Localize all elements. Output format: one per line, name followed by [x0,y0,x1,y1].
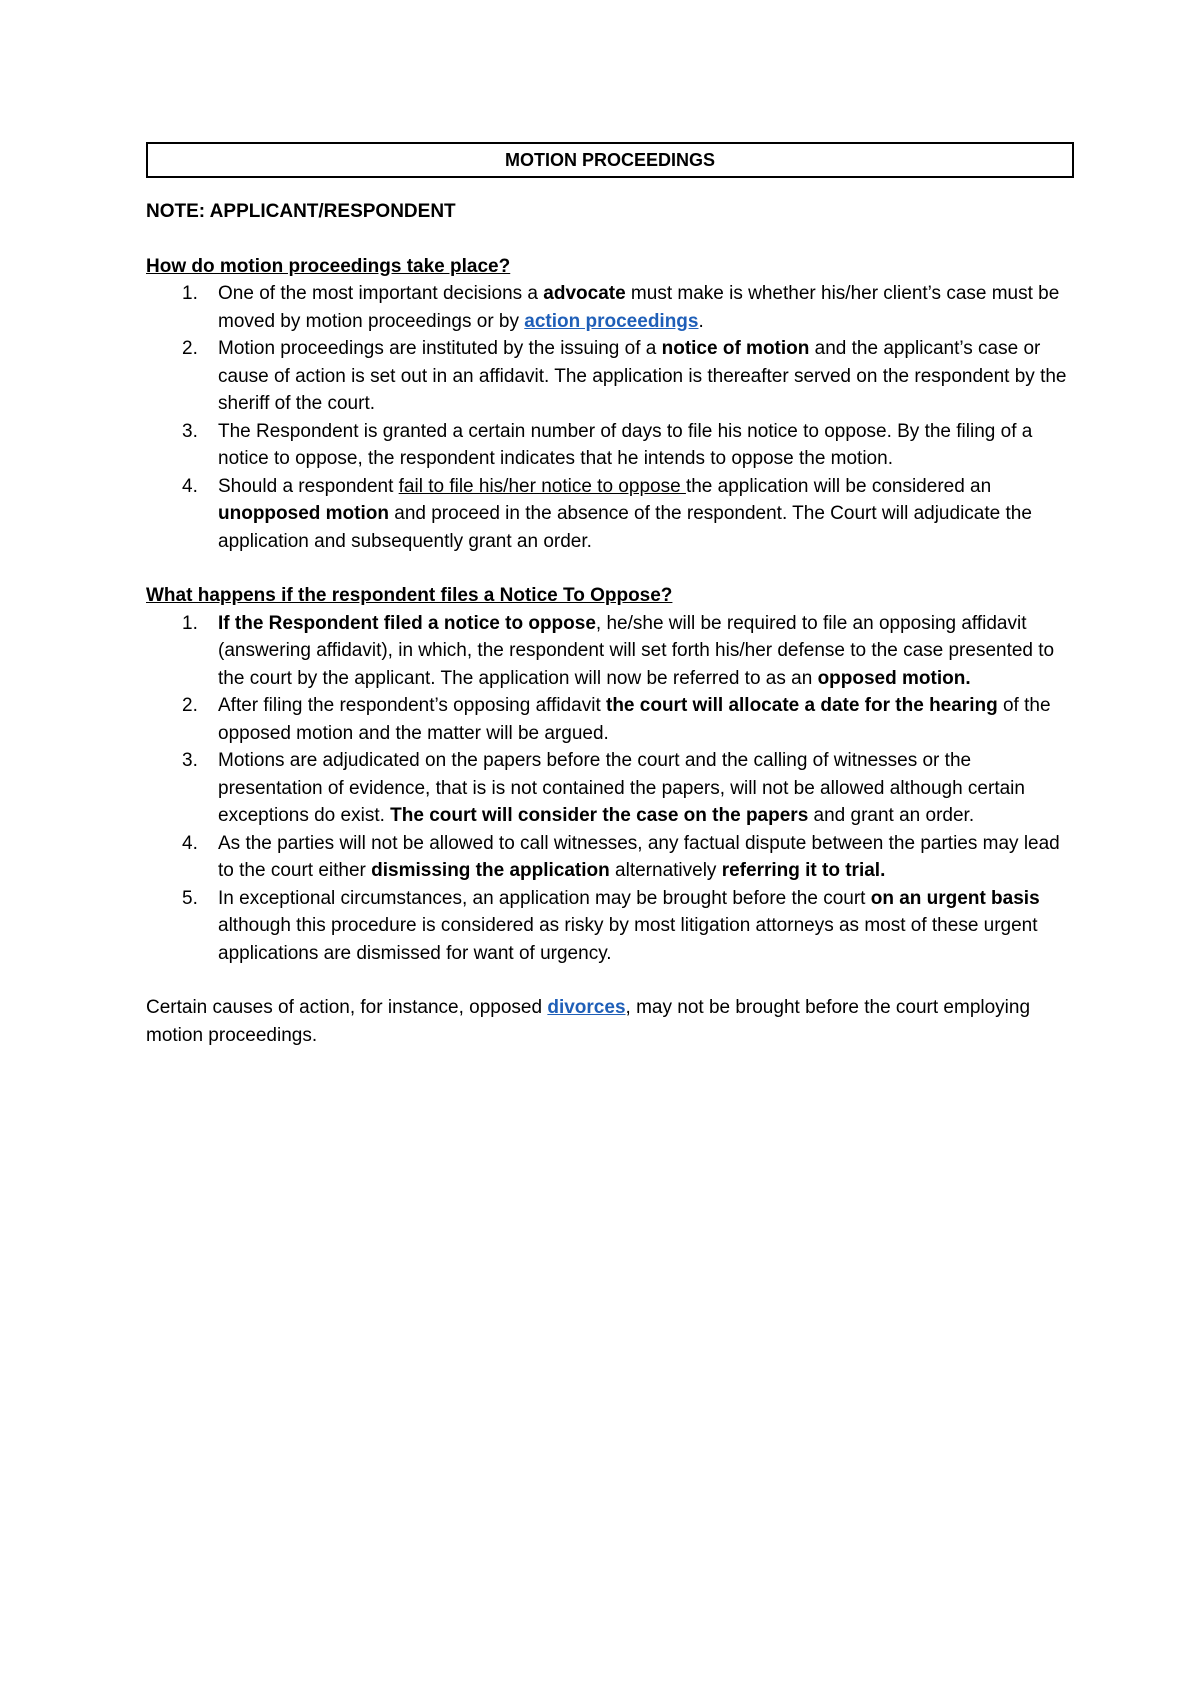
item-bold-text: The court will consider the case on the papers [390,805,809,826]
item-text: although this procedure is considered as risky by most litigation attorneys as most of these urgent applications are dismissed for want of urgency. [218,915,1038,964]
item-bold-text: on an urgent basis [870,887,1040,909]
list-number: 5. [182,887,198,909]
note-line: NOTE: APPLICANT/RESPONDENT [146,201,456,222]
closing-text: Certain causes of action, for instance, opposed [146,997,548,1018]
list-number: 2. [182,338,198,359]
page-title: MOTION PROCEEDINGS [146,142,1074,178]
item-text: the application will be considered an [685,475,992,497]
item-bold-text: dismissing the application [371,860,610,881]
list-item [146,747,1074,830]
list-item [146,335,1074,418]
list-number: 3. [182,750,198,771]
item-text: , he/she will be required to file an opposing affidavit (answering affidavit), in which, the respondent will set forth his/her defense to the case presented to the court by the applicant. The application will now be referred to as an [218,612,1055,689]
item-bold-text: If the Respondent filed a notice to oppose [218,612,596,634]
section-spacer [146,967,1074,994]
list-number: 4. [182,475,198,497]
item-text: of the opposed motion and the matter will be argued. [218,695,1051,744]
list-item [146,692,1074,747]
section2-heading: What happens if the respondent files a Notice To Oppose? [146,585,673,606]
item-text: alternatively [609,860,722,881]
list-item [146,830,1074,885]
list-number: 1. [182,283,198,304]
closing-text: , may not be brought before the court employing motion proceedings. [146,997,1031,1046]
section1-heading: How do motion proceedings take place? [146,255,511,277]
divorces-link[interactable]: divorces [547,997,626,1018]
item-bold-text: advocate [543,283,626,304]
list-number: 1. [182,612,198,634]
item-bold-text: unopposed motion [218,503,389,524]
item-text: and proceed in the absence of the respondent. The Court will adjudicate the application and subsequently grant an order. [218,503,1032,552]
list-item [146,418,1074,473]
list-number: 2. [182,695,198,716]
document-content [146,142,1074,1049]
action-proceedings-link[interactable]: action proceedings [524,310,699,332]
item-text: Should a respondent [218,475,399,497]
item-text: . [698,310,704,332]
item-text: Motions are adjudicated on the papers before the court and the calling of witnesses or the presentation of evidence, that is is not contained the papers, will not be allowed although certain exceptions do exist. [218,750,1025,826]
item-bold-text: the court will allocate a date for the hearing [606,695,998,716]
item-bold-text: notice of motion [661,338,810,359]
item-text: must make is whether his/her client’s case must be moved by motion proceedings or by [218,283,1060,332]
list-item [146,885,1074,968]
item-text: The Respondent is granted a certain number of days to file his notice to oppose. By the filing of a notice to oppose, the respondent indicates that he intends to oppose the motion. [218,420,1033,469]
item-text: and grant an order. [808,805,975,826]
section2-list [146,610,1074,968]
item-text: After filing the respondent’s opposing affidavit [218,695,606,716]
section1-list [146,280,1074,555]
list-item [146,610,1074,693]
item-text: One of the most important decisions a [218,283,544,304]
item-underlined-text: fail to file his/her notice to oppose [398,475,686,497]
item-text: and the applicant’s case or cause of action is set out in an affidavit. The application is thereafter served on the respondent by the sheriff of the court. [218,338,1067,414]
item-text: In exceptional circumstances, an application may be brought before the court [218,887,871,909]
list-item [146,280,1074,335]
list-number: 4. [182,832,198,854]
closing-paragraph [146,994,1074,1049]
list-number: 3. [182,420,198,442]
item-text: Motion proceedings are instituted by the issuing of a [218,338,662,359]
section-spacer [146,555,1074,582]
list-item [146,473,1074,556]
item-bold-text: opposed motion. [817,667,971,689]
item-text: As the parties will not be allowed to call witnesses, any factual dispute between the parties may lead to the court either [218,832,1060,881]
item-bold-text: referring it to trial. [721,860,886,881]
